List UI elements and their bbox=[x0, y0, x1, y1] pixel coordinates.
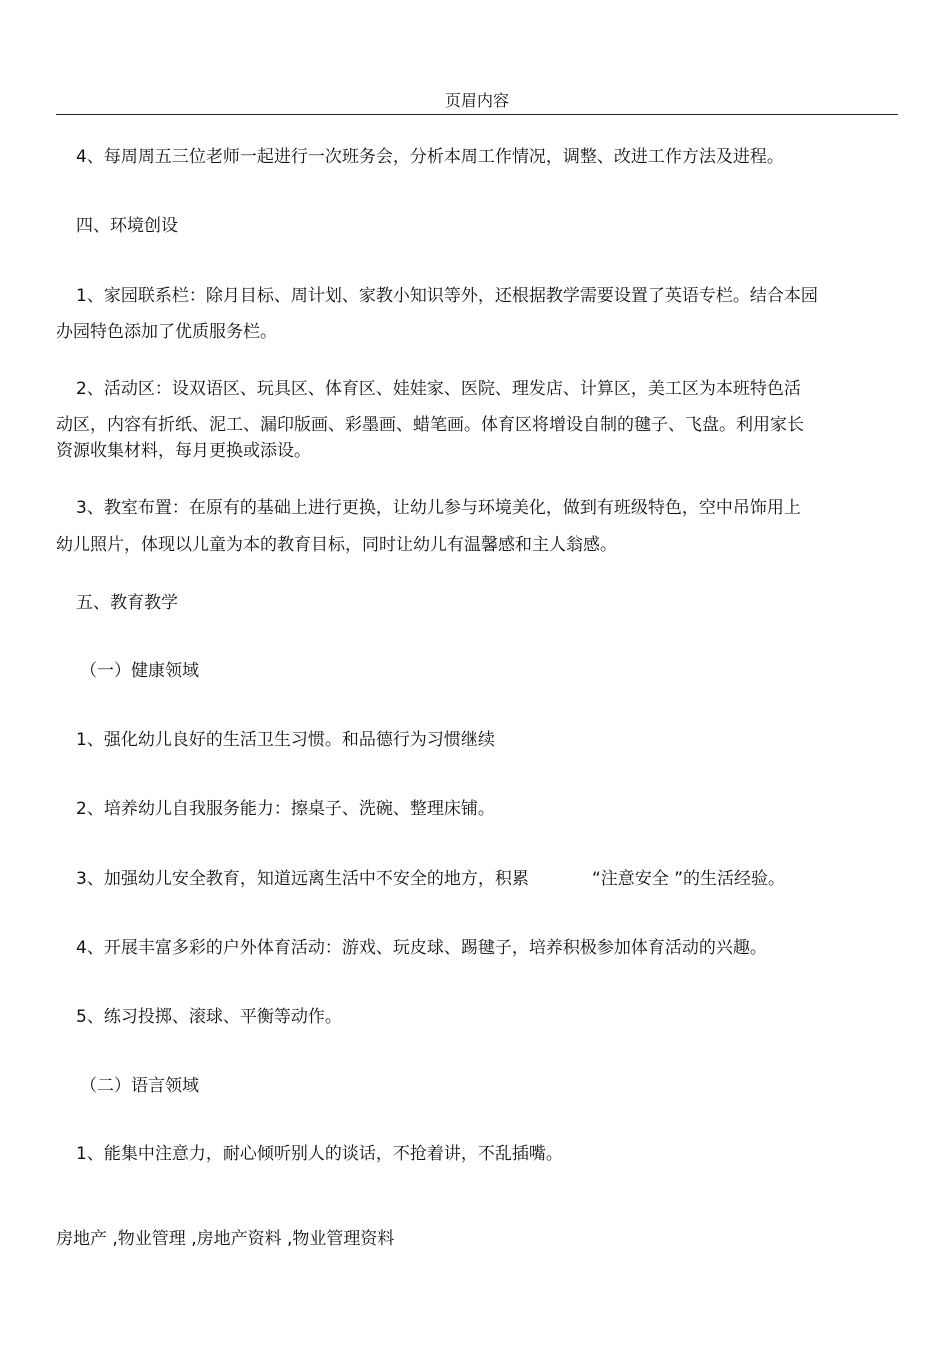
section-heading: 五、教育教学 bbox=[76, 593, 178, 613]
paragraph-line: 2、活动区：设双语区、玩具区、体育区、娃娃家、医院、理发店、计算区，美工区为本班特色活 bbox=[76, 379, 801, 399]
paragraph-line: 1、能集中注意力，耐心倾听别人的谈话，不抢着讲，不乱插嘴。 bbox=[76, 1144, 563, 1164]
paragraph-line: 资源收集材料，每月更换或添设。 bbox=[56, 441, 311, 461]
paragraph-line: 1、家园联系栏：除月目标、周计划、家教小知识等外，还根据教学需要设置了英语专栏。结合本园 bbox=[76, 286, 818, 306]
paragraph-line: 1、强化幼儿良好的生活卫生习惯。和品德行为习惯继续 bbox=[76, 730, 495, 750]
paragraph-line: 3、教室布置：在原有的基础上进行更换，让幼儿参与环境美化，做到有班级特色，空中吊饰用上 bbox=[76, 498, 801, 518]
subsection-heading: （一）健康领域 bbox=[80, 661, 199, 681]
paragraph-line: 2、培养幼儿自我服务能力：擦桌子、洗碗、整理床铺。 bbox=[76, 799, 495, 819]
paragraph-line: 办园特色添加了优质服务栏。 bbox=[56, 322, 277, 342]
page-header: 页眉内容 bbox=[56, 90, 898, 115]
paragraph-line: 动区，内容有折纸、泥工、漏印版画、彩墨画、蜡笔画。体育区将增设自制的毽子、飞盘。利用家长 bbox=[56, 415, 804, 435]
paragraph-line-continued: “注意安全 ”的生活经验。 bbox=[592, 869, 786, 889]
paragraph-line: 4、每周周五三位老师一起进行一次班务会，分析本周工作情况，调整、改进工作方法及进程。 bbox=[76, 147, 784, 167]
paragraph-line: 幼儿照片，体现以儿童为本的教育目标，同时让幼儿有温馨感和主人翁感。 bbox=[56, 535, 617, 555]
section-heading: 四、环境创设 bbox=[76, 216, 178, 236]
paragraph-line: 3、加强幼儿安全教育，知道远离生活中不安全的地方，积累 bbox=[76, 869, 529, 889]
page-footer: 房地产 ,物业管理 ,房地产资料 ,物业管理资料 bbox=[56, 1229, 395, 1249]
paragraph-line: 4、开展丰富多彩的户外体育活动：游戏、玩皮球、踢毽子，培养积极参加体育活动的兴趣。 bbox=[76, 938, 767, 958]
paragraph-line: 5、练习投掷、滚球、平衡等动作。 bbox=[76, 1007, 342, 1027]
subsection-heading: （二）语言领域 bbox=[80, 1076, 199, 1096]
